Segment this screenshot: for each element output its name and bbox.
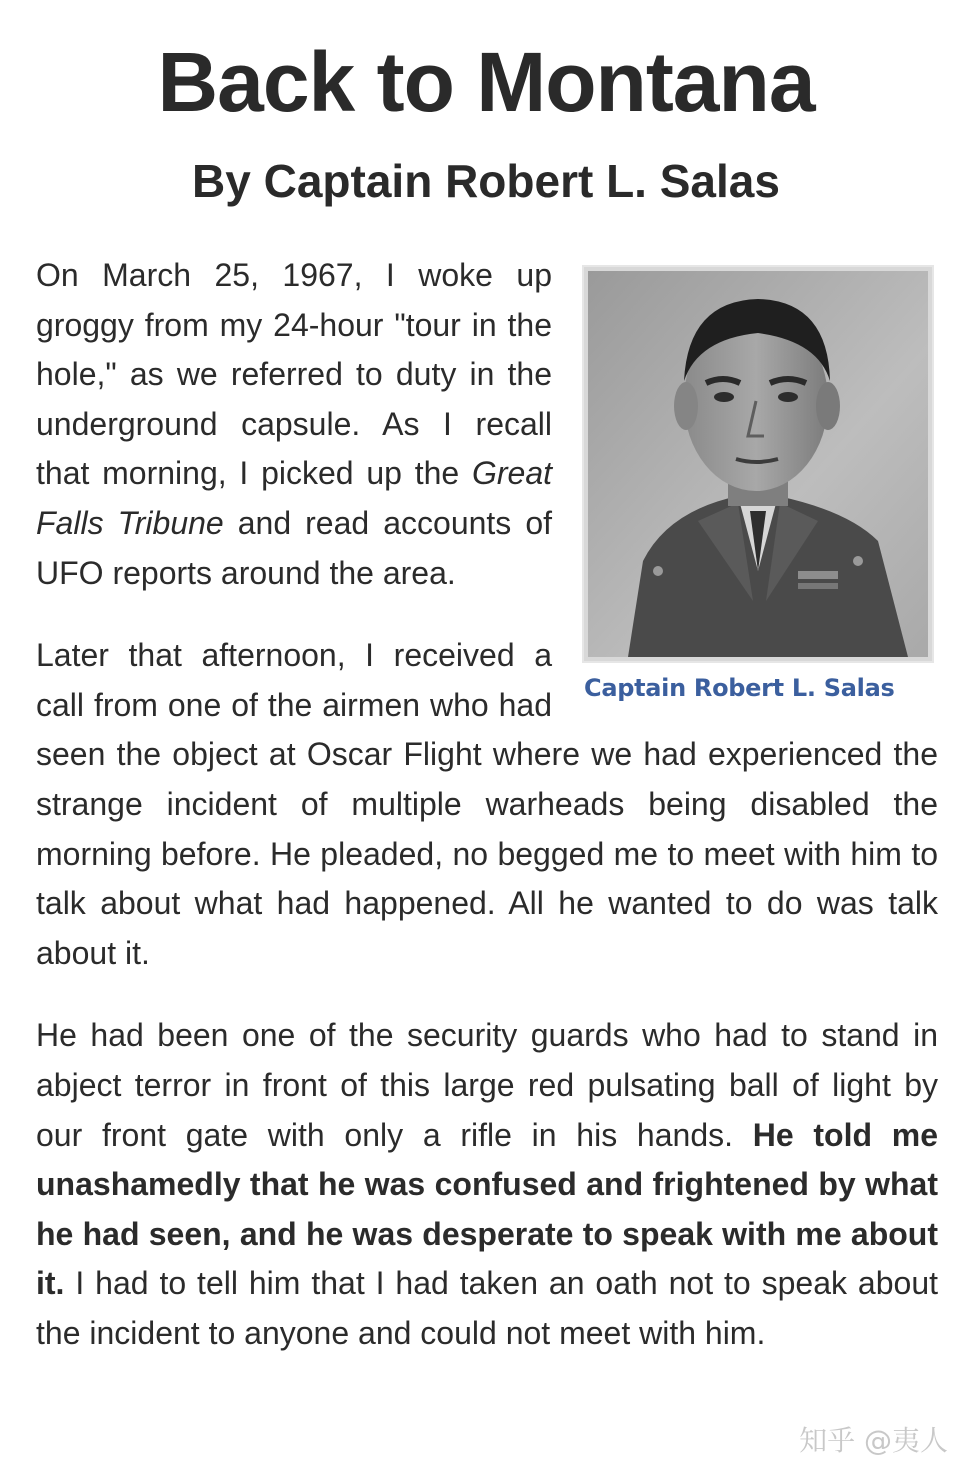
byline: By Captain Robert L. Salas [192,155,780,207]
paragraph-1-text-a: On March 25, 1967, I woke up groggy from my 24-hour "tour in the hole," as we referred to duty in the underground capsule. As I recall that morning, I picked up the [36,257,552,492]
author-photo-figure [582,265,938,705]
author-photo [582,265,934,663]
paragraph-3-bold-text: He told me unashamedly that he was confused and frightened by what he had seen, and he was desperate to speak with me about it. [36,1116,939,1302]
paragraph-1-text-b: and read accounts of UFO reports around the area. [36,504,553,591]
paragraph-2: Later that afternoon, I received a call from one of the airmen who had seen the object at Oscar Flight where we had experienced the strange incident of multiple warheads being disabled the morning before. He pleaded, no begged me to meet with him to talk about what had happened. All he wanted to do was talk about it. [36,637,938,971]
photo-caption: Captain Robert L. Salas [584,674,895,702]
article-body [36,251,938,1358]
paragraph-3 [36,1011,938,1358]
watermark: 知乎 @夷人 [799,1424,948,1457]
paragraph-3-text-b: I had to tell him that I had taken an oath not to speak about the incident to anyone and could not meet with him. [36,1265,938,1351]
newspaper-name: Great Falls Tribune [36,455,552,541]
portrait-photo-icon [588,271,928,657]
paragraph-3-text-a: He had been one of the security guards who had to stand in abject terror in front of this large red pulsating ball of light by our front gate with only a rifle in his hands. [36,1017,938,1153]
page-title: Back to Montana [157,35,815,129]
